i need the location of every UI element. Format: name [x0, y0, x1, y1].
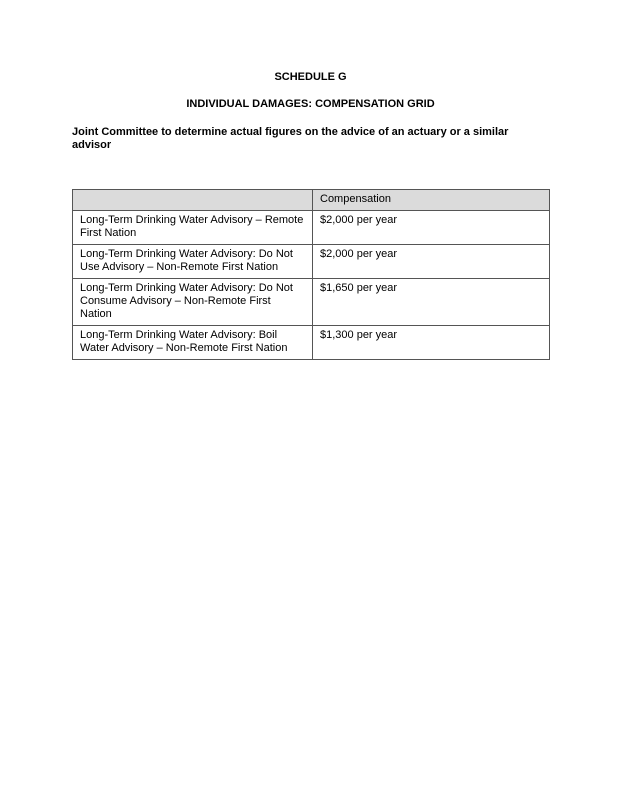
compensation-cell: $2,000 per year: [313, 211, 550, 245]
category-cell: Long-Term Drinking Water Advisory: Do Not Consume Advisory – Non-Remote First Nation: [73, 279, 313, 326]
table-header-row: [73, 190, 550, 211]
compensation-cell: $1,650 per year: [313, 279, 550, 326]
compensation-cell: $1,300 per year: [313, 326, 550, 360]
table-row: [73, 279, 550, 326]
compensation-header-cell: Compensation: [313, 190, 550, 211]
category-cell: Long-Term Drinking Water Advisory: Do Not Use Advisory – Non-Remote First Nation: [73, 245, 313, 279]
compensation-table: [72, 189, 550, 360]
schedule-title: SCHEDULE G: [274, 71, 347, 83]
compensation-cell: $2,000 per year: [313, 245, 550, 279]
table-row: [73, 245, 550, 279]
category-cell: Long-Term Drinking Water Advisory – Remote First Nation: [73, 211, 313, 245]
table-row: [73, 326, 550, 360]
category-header-cell: [73, 190, 313, 211]
intro-paragraph: Joint Committee to determine actual figures on the advice of an actuary or a similar advisor: [72, 126, 509, 151]
category-cell: Long-Term Drinking Water Advisory: Boil Water Advisory – Non-Remote First Nation: [73, 326, 313, 360]
schedule-subtitle: INDIVIDUAL DAMAGES: COMPENSATION GRID: [186, 98, 435, 110]
table-row: [73, 211, 550, 245]
